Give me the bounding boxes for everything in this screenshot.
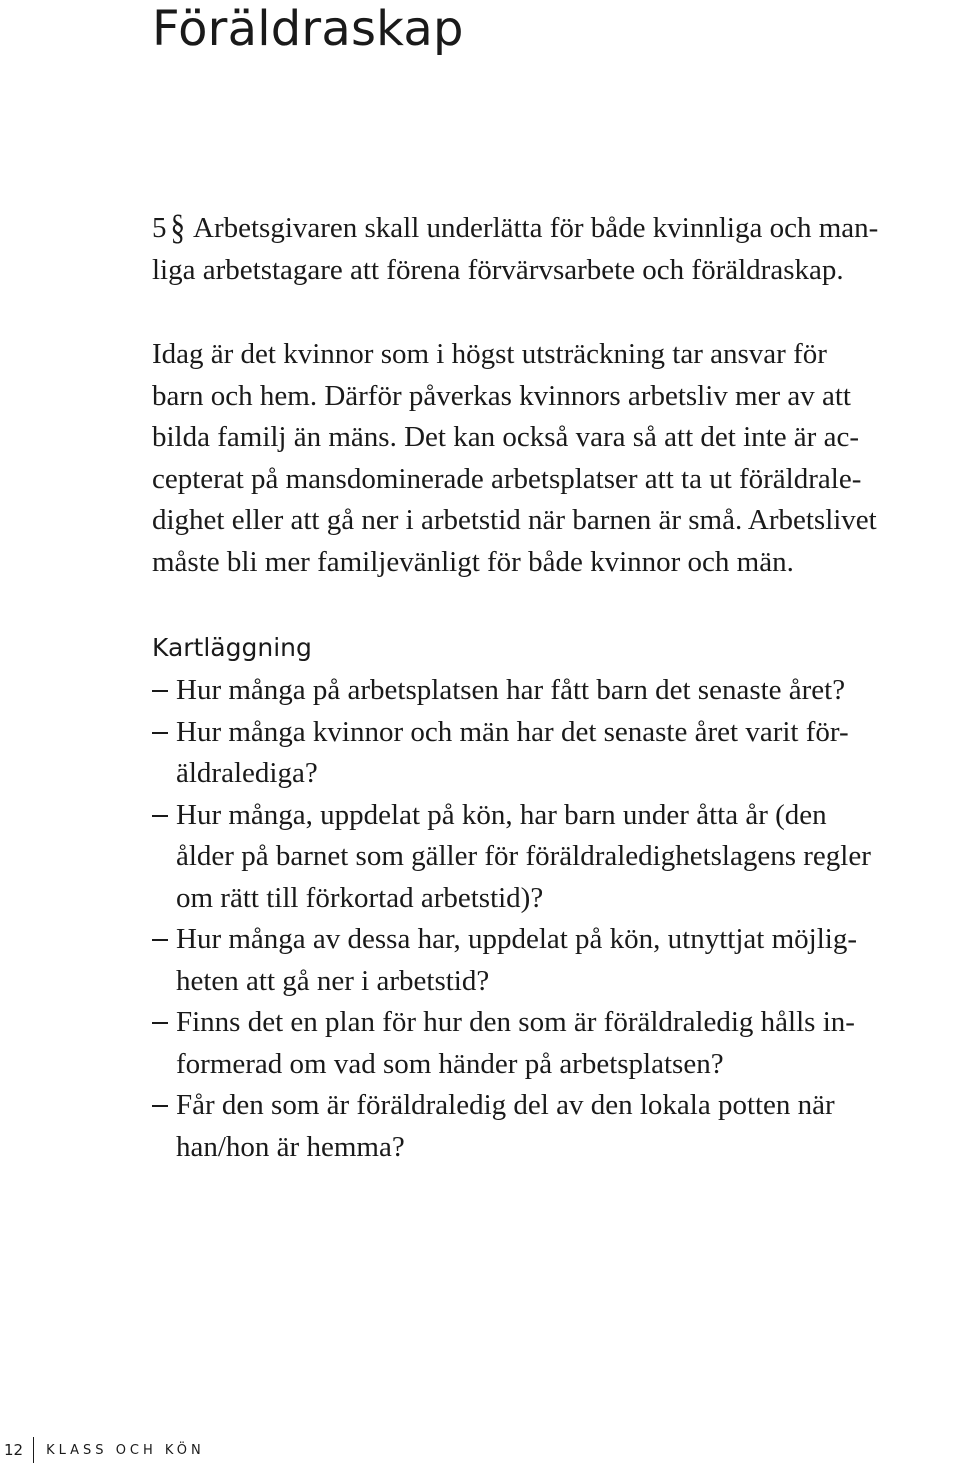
body-paragraph xyxy=(152,334,952,583)
item-line: Hur många kvinnor och män har det senaste året varit för- xyxy=(176,715,849,748)
dash-bullet xyxy=(152,690,168,692)
dash-bullet xyxy=(152,1022,168,1024)
page-title: Föräldraskap xyxy=(152,1,464,57)
body-line: barn och hem. Därför påverkas kvinnors arbetsliv mer av att xyxy=(152,379,851,412)
item-line: äldralediga? xyxy=(176,757,318,789)
checklist-item xyxy=(152,670,952,712)
item-line: Hur många av dessa har, uppdelat på kön, utnyttjat möjlig- xyxy=(176,923,857,955)
body-line: dighet eller att gå ner i arbetstid när barnen är små. Arbetslivet xyxy=(152,504,877,536)
dash-bullet xyxy=(152,815,168,817)
section-symbol: § xyxy=(170,207,185,248)
item-line: Finns det en plan för hur den som är föräldraledig hålls in- xyxy=(176,1006,855,1038)
body-line: måste bli mer familjevänligt för både kvinnor och män. xyxy=(152,545,794,578)
law-text-line: Arbetsgivaren skall underlätta för både kvinnliga och man- xyxy=(193,212,879,244)
item-line: om rätt till förkortad arbetstid)? xyxy=(176,881,544,914)
item-line: ålder på barnet som gäller för föräldraledighetslagens regler xyxy=(176,840,871,872)
checklist-item xyxy=(152,1085,952,1168)
item-line: Hur många på arbetsplatsen har fått barn det senaste året? xyxy=(176,674,846,706)
item-line: formerad om vad som händer på arbetsplatsen? xyxy=(176,1047,724,1080)
item-line: Får den som är föräldraledig del av den lokala potten när xyxy=(176,1089,835,1121)
item-line: Hur många, uppdelat på kön, har barn under åtta år (den xyxy=(176,798,827,831)
footer-divider xyxy=(33,1437,34,1463)
page-footer xyxy=(0,1436,205,1464)
checklist-item xyxy=(152,1002,952,1085)
section-heading: Kartläggning xyxy=(152,633,312,662)
footer-section-label: KLASS OCH KÖN xyxy=(46,1442,205,1458)
section-number: 5 xyxy=(152,212,167,244)
dash-bullet xyxy=(152,1105,168,1107)
item-line: heten att gå ner i arbetstid? xyxy=(176,964,490,997)
checklist-item xyxy=(152,919,952,1002)
law-text-line: liga arbetstagare att förena förvärvsarbete och föräldraskap. xyxy=(152,253,844,286)
item-line: han/hon är hemma? xyxy=(176,1130,405,1163)
body-line: Idag är det kvinnor som i högst utsträckning tar ansvar för xyxy=(152,338,827,370)
dash-bullet xyxy=(152,732,168,734)
body-line: bilda familj än mäns. Det kan också vara så att det inte är ac- xyxy=(152,421,859,453)
page-number: 12 xyxy=(4,1441,24,1459)
checklist-item xyxy=(152,795,952,920)
law-line xyxy=(152,208,952,250)
checklist-item xyxy=(152,712,952,795)
dash-bullet xyxy=(152,939,168,941)
law-paragraph xyxy=(152,208,952,291)
body-line: cepterat på mansdominerade arbetsplatser att ta ut föräldrale- xyxy=(152,462,862,495)
checklist xyxy=(152,670,952,1168)
